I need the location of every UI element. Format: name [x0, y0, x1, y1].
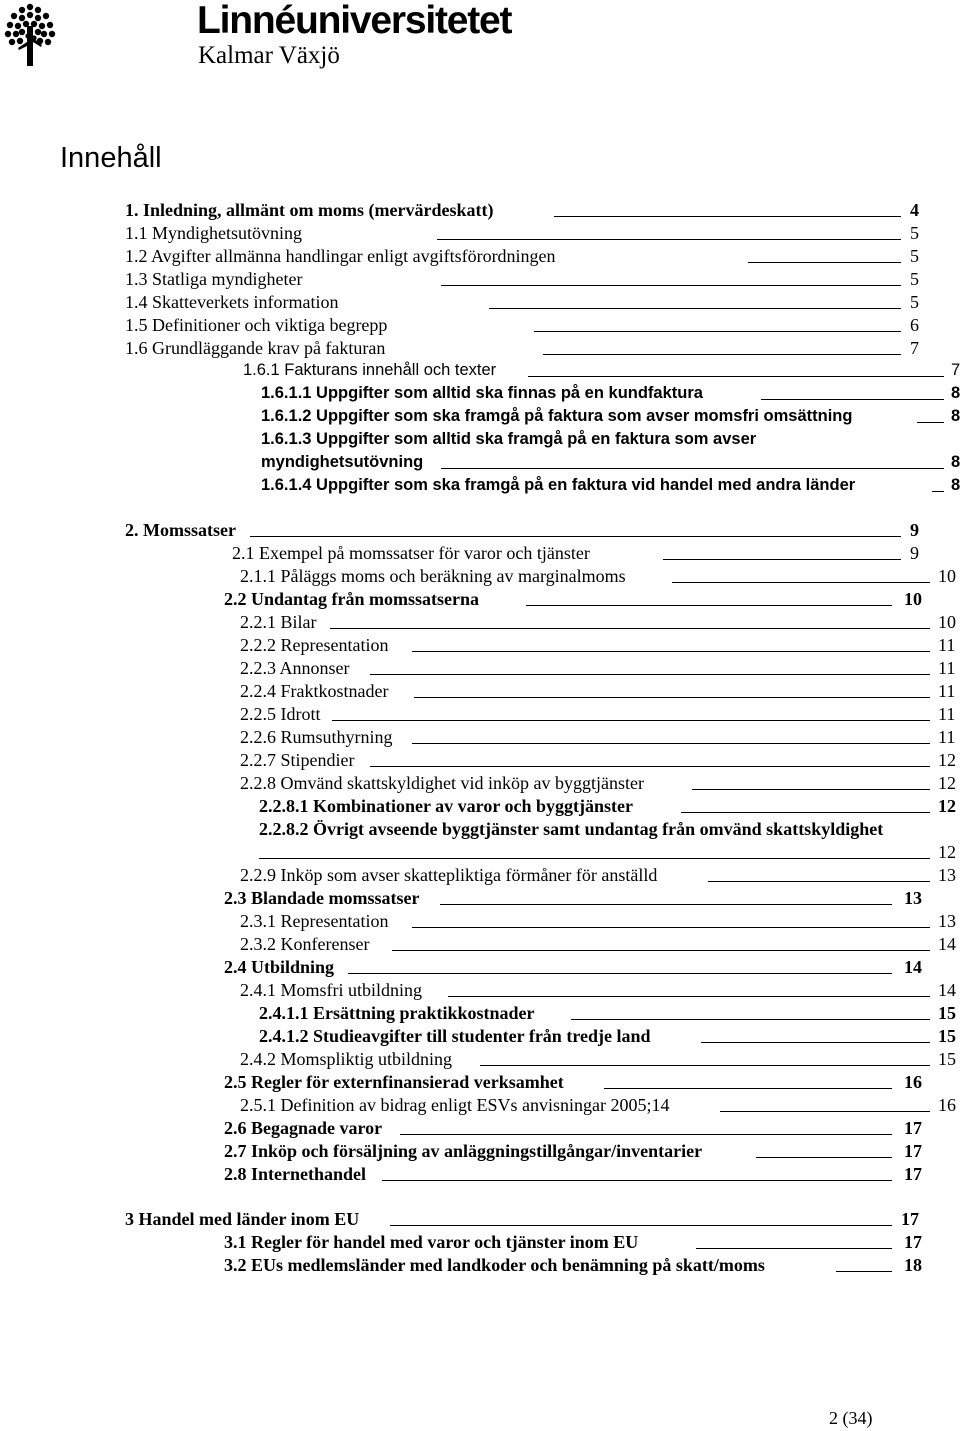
toc-entry-title: 2.2.1 Bilar [240, 612, 317, 632]
toc-leader-line [400, 1134, 892, 1135]
toc-entry[interactable] [259, 1024, 959, 1048]
toc-entry[interactable] [240, 725, 960, 749]
toc-entry-title: 2.1 Exempel på momssatser för varor och tjänster [232, 543, 590, 563]
toc-leader-line [681, 812, 930, 813]
toc-entry-title: 2.5.1 Definition av bidrag enligt ESVs anvisningar 2005;14 [240, 1095, 670, 1115]
toc-entry-title: 3 Handel med länder inom EU [125, 1209, 360, 1229]
toc-entry-page: 7 [951, 361, 960, 379]
toc-entry-title: 1.6.1.1 Uppgifter som alltid ska finnas på en kundfaktura [261, 384, 703, 402]
toc-leader-line [748, 262, 901, 263]
toc-entry-page: 14 [904, 957, 922, 977]
toc-entry-title: 2.2.6 Rumsuthyrning [240, 727, 393, 747]
toc-entry-page: 16 [938, 1095, 956, 1115]
toc-entry[interactable] [240, 1093, 960, 1117]
toc-entry[interactable] [261, 427, 960, 451]
toc-entry[interactable] [240, 702, 960, 726]
toc-entry-title: 2.2 Undantag från momssatserna [224, 589, 480, 609]
toc-entry[interactable] [224, 1230, 944, 1254]
toc-entry-page: 4 [910, 200, 919, 220]
toc-entry-page: 8 [951, 453, 960, 471]
toc-leader-line [382, 1180, 892, 1181]
toc-entry-page: 12 [938, 796, 956, 816]
toc-entry[interactable] [224, 955, 944, 979]
toc-leader-line [390, 1225, 892, 1226]
toc-entry-title: 1.5 Definitioner och viktiga begrepp [125, 315, 388, 335]
toc-entry[interactable] [240, 771, 960, 795]
toc-entry[interactable] [125, 518, 925, 542]
toc-leader-line [250, 536, 901, 537]
toc-entry-title: 2.2.3 Annonser [240, 658, 350, 678]
toc-entry[interactable] [240, 564, 960, 588]
toc-entry-title: 2.1.1 Påläggs moms och beräkning av marginalmoms [240, 566, 626, 586]
toc-entry-page: 12 [938, 773, 956, 793]
toc-entry-title: 2.2.5 Idrott [240, 704, 321, 724]
toc-entry[interactable] [224, 1162, 944, 1186]
toc-entry-title: 2.2.7 Stipendier [240, 750, 355, 770]
toc-entry-page: 15 [938, 1026, 956, 1046]
toc-entry-title: 2.4.1 Momsfri utbildning [240, 980, 423, 1000]
toc-leader-line [259, 858, 930, 859]
toc-entry-page: 11 [938, 727, 956, 747]
toc-entry[interactable] [240, 748, 960, 772]
toc-leader-line [696, 1248, 892, 1249]
toc-entry-title: 2.2.8 Omvänd skattskyldighet vid inköp av byggtjänster [240, 773, 644, 793]
toc-leader-line [528, 376, 944, 377]
page-number: 2 (34) [829, 1408, 873, 1428]
toc-entry[interactable] [240, 863, 960, 887]
toc-entry[interactable] [261, 404, 960, 428]
toc-entry-page: 13 [904, 888, 922, 908]
toc-entry[interactable] [224, 886, 944, 910]
toc-entry[interactable] [125, 198, 925, 222]
toc-leader-line [370, 674, 930, 675]
toc-entry-page: 5 [910, 292, 919, 312]
toc-entry-page: 9 [910, 520, 919, 540]
toc-leader-line [332, 720, 930, 721]
toc-entry-page: 12 [938, 750, 956, 770]
toc-entry-title: 2.4.1.1 Ersättning praktikkostnader [259, 1003, 535, 1023]
toc-entry-title: 1.6.1.3 Uppgifter som alltid ska framgå på en faktura som avser [261, 430, 757, 448]
toc-entry-title: 2.2.9 Inköp som avser skattepliktiga förmåner för anställd [240, 865, 658, 885]
toc-entry-page: 6 [910, 315, 919, 335]
toc-entry[interactable] [261, 473, 960, 497]
toc-leader-line [604, 1088, 892, 1089]
toc-entry-title: 2.8 Internethandel [224, 1164, 367, 1184]
toc-entry-page: 15 [938, 1003, 956, 1023]
toc-entry-title: 2. Momssatser [125, 520, 236, 540]
toc-entry[interactable] [259, 794, 959, 818]
toc-entry[interactable] [125, 290, 925, 314]
toc-entry[interactable] [240, 610, 960, 634]
toc-entry-title: 2.2.8.2 Övrigt avseende byggtjänster samt undantag från omvänd skattskyldighet [259, 819, 884, 839]
logo-wordmark: Linnéuniversitetet [197, 0, 512, 42]
toc-entry-title: 2.3.2 Konferenser [240, 934, 370, 954]
toc-entry[interactable] [240, 978, 960, 1002]
toc-entry-title: 3.2 EUs medlemsländer med landkoder och benämning på skatt/moms [224, 1255, 765, 1275]
toc-entry-title: 2.2.8.1 Kombinationer av varor och byggtjänster [259, 796, 633, 816]
toc-entry-page: 12 [938, 842, 956, 862]
toc-entry[interactable] [261, 381, 960, 405]
toc-leader-line [543, 354, 901, 355]
toc-entry-page: 8 [951, 384, 960, 402]
toc-entry-page: 15 [938, 1049, 956, 1069]
toc-leader-line [441, 468, 944, 469]
toc-leader-line [932, 491, 944, 492]
toc-entry-page: 11 [938, 681, 956, 701]
toc-leader-line [414, 697, 930, 698]
toc-entry-page: 17 [901, 1209, 919, 1229]
toc-entry[interactable] [224, 1253, 944, 1277]
toc-leader-line [692, 789, 930, 790]
toc-entry-title: 2.4.2 Momspliktig utbildning [240, 1049, 453, 1069]
tree-icon [0, 2, 60, 68]
toc-entry-page: 14 [938, 980, 956, 1000]
toc-entry[interactable] [224, 1116, 944, 1140]
toc-heading: Innehåll [60, 142, 162, 174]
toc-entry-title: 1.1 Myndighetsutövning [125, 223, 303, 243]
toc-entry-page: 10 [904, 589, 922, 609]
toc-entry-title: 1. Inledning, allmänt om moms (mervärdeskatt) [125, 200, 494, 220]
toc-entry-page: 10 [938, 612, 956, 632]
toc-entry-title: 1.6 Grundläggande krav på fakturan [125, 338, 386, 358]
toc-leader-line [480, 1065, 930, 1066]
toc-leader-line [448, 996, 930, 997]
toc-leader-line [412, 927, 930, 928]
toc-entry[interactable] [125, 244, 925, 268]
logo [0, 0, 600, 75]
toc-leader-line [672, 582, 930, 583]
toc-leader-line [330, 628, 930, 629]
toc-entry-page: 5 [910, 223, 919, 243]
toc-entry-title: 2.3 Blandade momssatser [224, 888, 420, 908]
toc-leader-line [534, 331, 901, 332]
toc-entry-page: 14 [938, 934, 956, 954]
toc-entry-page: 11 [938, 704, 956, 724]
toc-entry-title: 2.4 Utbildning [224, 957, 335, 977]
toc-entry[interactable] [232, 541, 932, 565]
toc-entry-title: 2.3.1 Representation [240, 911, 389, 931]
toc-leader-line [412, 651, 930, 652]
toc-entry-page: 5 [910, 246, 919, 266]
toc-entry[interactable] [240, 932, 960, 956]
toc-leader-line [440, 904, 892, 905]
toc-entry[interactable] [259, 817, 959, 841]
toc-entry[interactable] [240, 1047, 960, 1071]
toc-entry[interactable] [224, 1070, 944, 1094]
toc-entry-page: 11 [938, 658, 956, 678]
toc-entry-page: 11 [938, 635, 956, 655]
toc-leader-line [526, 605, 892, 606]
toc-entry[interactable] [240, 656, 960, 680]
toc-entry[interactable] [243, 358, 960, 382]
toc-entry[interactable] [224, 1139, 944, 1163]
toc-leader-line [348, 973, 892, 974]
toc-entry-page: 9 [910, 543, 919, 563]
toc-entry-title: 2.2.4 Fraktkostnader [240, 681, 389, 701]
toc-leader-line [663, 559, 901, 560]
toc-entry-title: 2.6 Begagnade varor [224, 1118, 383, 1138]
toc-entry-title: 3.1 Regler för handel med varor och tjänster inom EU [224, 1232, 639, 1252]
toc-leader-line [441, 285, 901, 286]
toc-leader-line [392, 950, 930, 951]
toc-entry[interactable] [240, 679, 960, 703]
toc-entry-title: 1.6.1.4 Uppgifter som ska framgå på en faktura vid handel med andra länder [261, 476, 856, 494]
toc-leader-line [437, 239, 901, 240]
toc-leader-line [708, 881, 930, 882]
toc-leader-line [701, 1042, 930, 1043]
toc-leader-line [761, 399, 944, 400]
toc-entry-title: myndighetsutövning [261, 453, 424, 471]
toc-entry[interactable] [261, 450, 960, 474]
toc-entry-page: 10 [938, 566, 956, 586]
toc-entry-page: 5 [910, 269, 919, 289]
toc-entry-page: 16 [904, 1072, 922, 1092]
toc-entry[interactable] [259, 840, 959, 864]
toc-entry-page: 17 [904, 1164, 922, 1184]
toc-entry-title: 2.7 Inköp och försäljning av anläggningstillgångar/inventarier [224, 1141, 703, 1161]
toc-leader-line [836, 1271, 892, 1272]
toc-entry-page: 13 [938, 911, 956, 931]
toc-entry-title: 2.2.2 Representation [240, 635, 389, 655]
toc-leader-line [756, 1157, 892, 1158]
toc-entry-page: 7 [910, 338, 919, 358]
toc-entry-page: 8 [951, 476, 960, 494]
toc-entry-page: 17 [904, 1232, 922, 1252]
toc-entry-page: 18 [904, 1255, 922, 1275]
toc-entry-title: 1.2 Avgifter allmänna handlingar enligt avgiftsförordningen [125, 246, 556, 266]
toc-entry[interactable] [224, 587, 944, 611]
toc-leader-line [412, 743, 930, 744]
toc-entry[interactable] [125, 221, 925, 245]
toc-entry[interactable] [125, 1207, 925, 1231]
toc-leader-line [720, 1111, 930, 1112]
toc-leader-line [489, 308, 901, 309]
toc-entry-title: 2.4.1.2 Studieavgifter till studenter från tredje land [259, 1026, 651, 1046]
toc-leader-line [370, 766, 930, 767]
toc-entry-title: 1.6.1.2 Uppgifter som ska framgå på faktura som avser momsfri omsättning [261, 407, 853, 425]
toc-entry-title: 1.6.1 Fakturans innehåll och texter [243, 361, 497, 379]
toc-entry[interactable] [259, 1001, 959, 1025]
toc-entry-title: 1.3 Statliga myndigheter [125, 269, 303, 289]
toc-entry-page: 8 [951, 407, 960, 425]
toc-leader-line [554, 216, 901, 217]
toc-entry[interactable] [125, 313, 925, 337]
toc-entry-page: 13 [938, 865, 956, 885]
toc-entry-title: 2.5 Regler för externfinansierad verksamhet [224, 1072, 564, 1092]
toc-entry[interactable] [125, 267, 925, 291]
toc-entry[interactable] [240, 633, 960, 657]
logo-subtitle: Kalmar Växjö [198, 42, 340, 69]
toc-leader-line [571, 1019, 930, 1020]
toc-leader-line [917, 422, 944, 423]
toc-entry-page: 17 [904, 1141, 922, 1161]
toc-entry-page: 17 [904, 1118, 922, 1138]
toc-entry[interactable] [240, 909, 960, 933]
toc-entry[interactable] [125, 336, 925, 360]
toc-entry-title: 1.4 Skatteverkets information [125, 292, 339, 312]
